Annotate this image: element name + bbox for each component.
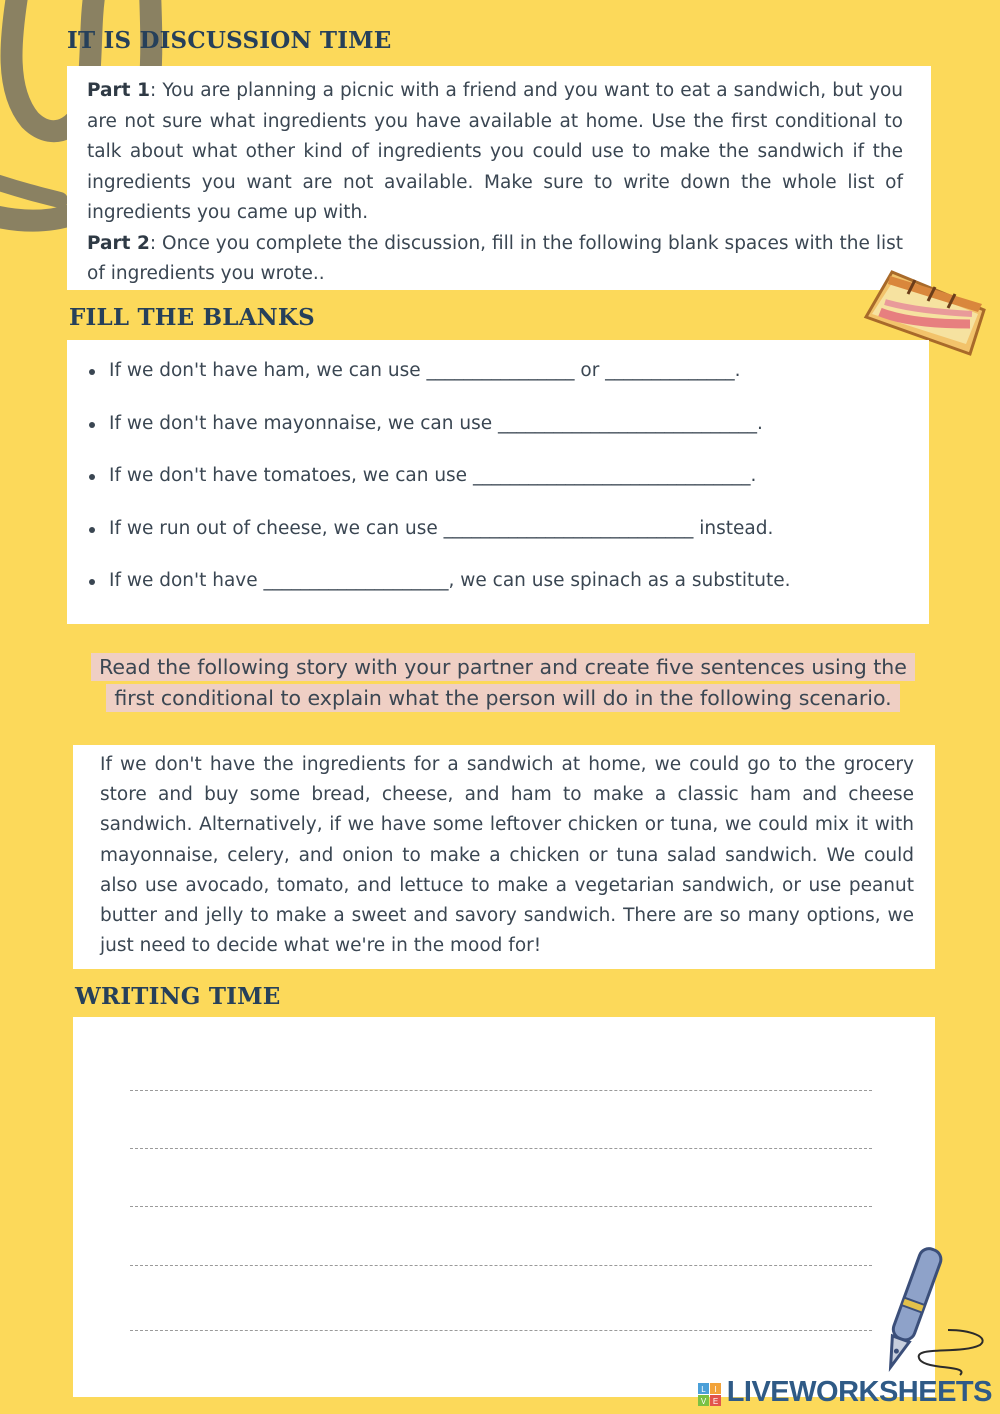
- logo-letter-l: L: [701, 1385, 706, 1394]
- liveworksheets-brand[interactable]: LIVEWORKSHEETS: [726, 1376, 992, 1408]
- blank-item-4[interactable]: If we run out of cheese, we can use ___________________________ instead.: [87, 514, 907, 567]
- part1-paragraph: [87, 76, 903, 229]
- pen-icon: [850, 1245, 995, 1395]
- writing-box: [73, 1017, 935, 1397]
- blank-item-2[interactable]: If we don't have mayonnaise, we can use ____________________________.: [87, 409, 907, 462]
- story-text: If we don't have the ingredients for a sandwich at home, we could go to the grocery store and buy some bread, cheese, and ham to make a classic ham and cheese sandwich. Alternatively, if we have some leftover chicken or tuna, we could mix it with mayonnaise, celery, and onion to make a chicken or tuna salad sandwich. We could also use avocado, tomato, and lettuce to make a vegetarian sandwich, or use peanut butter and jelly to make a sweet and savory sandwich. There are so many options, we just need to decide what we're in the mood for!: [100, 754, 914, 957]
- part2-label: Part 2: [87, 232, 150, 254]
- part1-label: Part 1: [87, 80, 151, 101]
- logo-letter-i: I: [714, 1385, 717, 1394]
- writing-line-2[interactable]: [130, 1148, 872, 1149]
- blank-item-1[interactable]: If we don't have ham, we can use ________________ or ______________.: [87, 356, 907, 409]
- story-instruction: [82, 652, 924, 714]
- writing-line-1[interactable]: [130, 1090, 872, 1091]
- blanks-list: [87, 356, 907, 619]
- discussion-heading: IT IS DISCUSSION TIME: [67, 27, 392, 54]
- writing-line-4[interactable]: [130, 1265, 872, 1266]
- part2-text: : Once you complete the discussion, fill in the following blank spaces with the list of ingredients you wrote..: [87, 232, 904, 284]
- blank-item-5[interactable]: If we don't have ____________________, we can use spinach as a substitute.: [87, 566, 907, 619]
- blank-item-3[interactable]: If we don't have tomatoes, we can use ______________________________.: [87, 461, 907, 514]
- fill-blanks-heading: FILL THE BLANKS: [69, 304, 315, 331]
- writing-line-3[interactable]: [130, 1206, 872, 1207]
- writing-line-5[interactable]: [130, 1330, 872, 1331]
- discussion-box: [67, 66, 931, 290]
- liveworksheets-logo-icon: [698, 1383, 722, 1407]
- instruction-text: Read the following story with your partner and create five sentences using the first conditional to explain what the person will do in the following scenario.: [91, 653, 915, 712]
- part1-text: : You are planning a picnic with a friend and you want to eat a sandwich, but you are not sure what ingredients you have available at home. Use the first conditional to talk about what other kind of ingredients you could use to make the sandwich if the ingredients you want are not available. Make sure to write down the whole list of ingredients you came up with.: [87, 80, 904, 223]
- writing-heading: WRITING TIME: [75, 983, 281, 1010]
- logo-letter-v: V: [700, 1397, 707, 1406]
- part2-paragraph: [87, 229, 903, 290]
- fill-blanks-box: [67, 340, 929, 624]
- story-box: [73, 745, 935, 969]
- logo-letter-e: E: [712, 1397, 719, 1406]
